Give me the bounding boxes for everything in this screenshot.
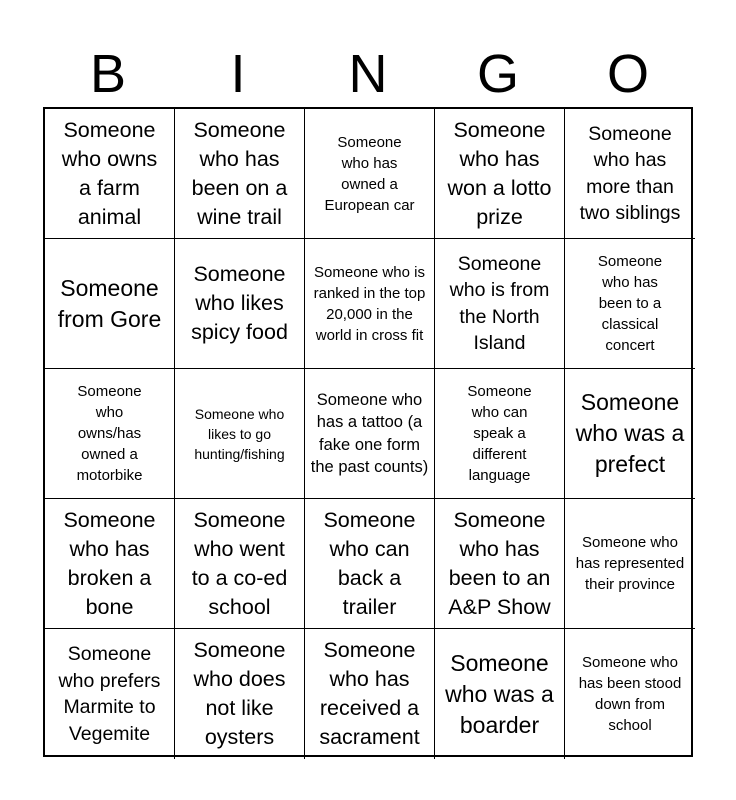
bingo-cell[interactable] bbox=[175, 629, 305, 759]
header-letter-b: B bbox=[89, 44, 127, 104]
bingo-cell[interactable] bbox=[45, 629, 175, 759]
cell-text: Someone from Gore bbox=[57, 274, 162, 332]
cell-text: Someone who has broken a bone bbox=[63, 507, 156, 619]
cell-text: Someone who has been to a classical concert bbox=[597, 253, 663, 354]
bingo-grid bbox=[43, 107, 693, 757]
bingo-cell[interactable] bbox=[305, 369, 435, 499]
bingo-cell[interactable] bbox=[45, 369, 175, 499]
cell-text: Someone who has more than two siblings bbox=[579, 122, 681, 224]
header-letter-n: N bbox=[348, 44, 388, 104]
bingo-cell[interactable] bbox=[435, 239, 565, 369]
bingo-cell[interactable] bbox=[435, 629, 565, 759]
bingo-cell[interactable] bbox=[565, 629, 695, 759]
bingo-cell[interactable] bbox=[305, 239, 435, 369]
bingo-cell[interactable] bbox=[175, 499, 305, 629]
cell-text: Someone who has won a lotto prize bbox=[447, 117, 552, 229]
cell-text: Someone who has owned a European car bbox=[324, 133, 415, 214]
cell-text: Someone who has received a sacrament bbox=[319, 638, 420, 749]
cell-text: Someone who can back a trailer bbox=[323, 507, 416, 619]
cell-text: Someone who was a boarder bbox=[445, 649, 554, 738]
cell-text: Someone who likes to go hunting/fishing bbox=[194, 405, 285, 462]
cell-text: Someone who is ranked in the top 20,000 in the world in cross fit bbox=[313, 263, 426, 344]
bingo-cell[interactable] bbox=[45, 239, 175, 369]
header-letter-i: I bbox=[230, 44, 246, 104]
bingo-cell[interactable] bbox=[565, 239, 695, 369]
bingo-cell[interactable] bbox=[175, 109, 305, 239]
bingo-cell[interactable] bbox=[565, 369, 695, 499]
cell-text: Someone who likes spicy food bbox=[191, 262, 288, 344]
cell-text: Someone who has been to an A&P Show bbox=[448, 507, 551, 619]
bingo-cell[interactable] bbox=[565, 109, 695, 239]
bingo-cell[interactable] bbox=[305, 629, 435, 759]
bingo-header bbox=[43, 40, 693, 108]
cell-text: Someone who has represented their province bbox=[575, 534, 685, 593]
cell-text: Someone who has been on a wine trail bbox=[191, 117, 288, 229]
cell-text: Someone who does not like oysters bbox=[193, 638, 286, 749]
cell-text: Someone who owns a farm animal bbox=[61, 117, 158, 229]
cell-text: Someone who was a prefect bbox=[575, 389, 685, 477]
cell-text: Someone who prefers Marmite to Vegemite bbox=[58, 643, 161, 745]
bingo-cell[interactable] bbox=[305, 499, 435, 629]
bingo-cell[interactable] bbox=[45, 109, 175, 239]
cell-text: Someone who can speak a different language bbox=[467, 383, 532, 484]
cell-text: Someone who is from the North Island bbox=[449, 252, 550, 354]
header-letter-o: O bbox=[606, 44, 649, 104]
bingo-cell[interactable] bbox=[305, 109, 435, 239]
cell-text: Someone who has a tattoo (a fake one form the past counts) bbox=[310, 390, 429, 476]
cell-text: Someone who has been stood down from school bbox=[578, 654, 682, 734]
cell-text: Someone who owns/has owned a motorbike bbox=[76, 383, 143, 484]
cell-text: Someone who went to a co-ed school bbox=[191, 507, 288, 619]
bingo-cell[interactable] bbox=[435, 499, 565, 629]
bingo-cell[interactable] bbox=[175, 239, 305, 369]
bingo-cell[interactable] bbox=[175, 369, 305, 499]
bingo-cell[interactable] bbox=[435, 109, 565, 239]
bingo-cell[interactable] bbox=[435, 369, 565, 499]
bingo-cell[interactable] bbox=[45, 499, 175, 629]
header-letter-g: G bbox=[476, 44, 519, 104]
bingo-cell[interactable] bbox=[565, 499, 695, 629]
